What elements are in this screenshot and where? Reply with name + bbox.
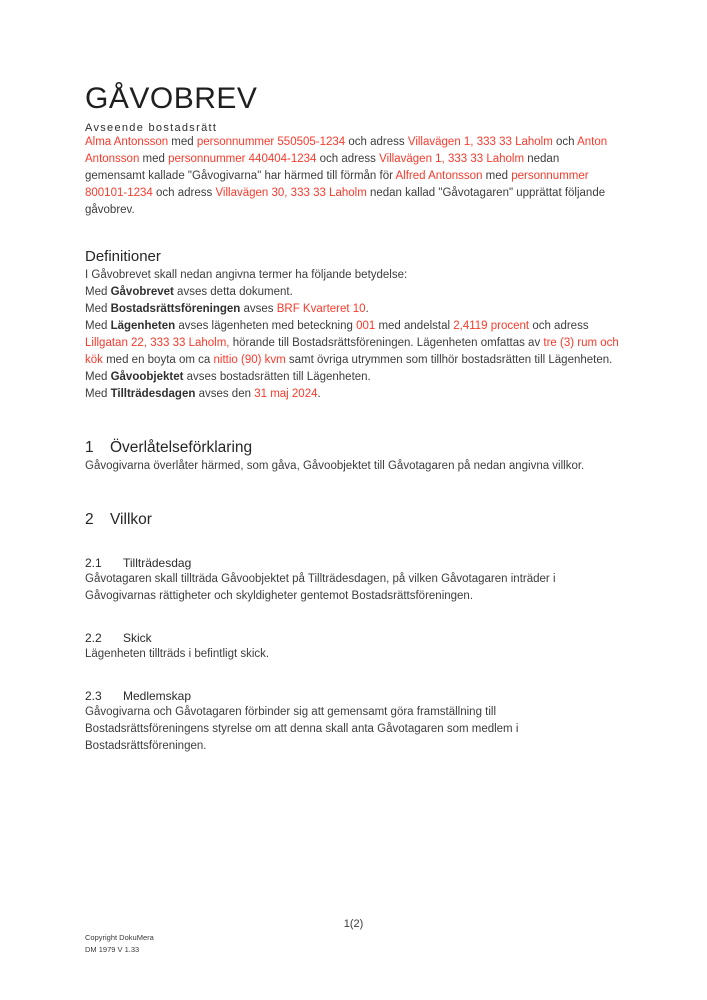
fill-in-value: personnummer 550505-1234 <box>196 136 346 148</box>
fill-in-value: tre (3) rum och kök <box>85 337 619 366</box>
definitions-list <box>85 284 620 403</box>
subsection-number: 2.2 <box>85 631 102 645</box>
text-run: och adress <box>316 153 380 165</box>
fill-in-value: BRF Kvarteret 10 <box>276 303 366 315</box>
text-run: Med <box>85 286 111 298</box>
definition-item <box>85 386 620 403</box>
fill-in-value: Alma Antonsson <box>85 136 169 148</box>
defined-term: Tillträdesdagen <box>110 388 196 400</box>
definition-item <box>85 318 620 369</box>
section-number: 1 <box>85 439 94 456</box>
section-title: Villkor <box>110 511 152 528</box>
subsection-number: 2.1 <box>85 556 102 570</box>
text-run: samt övriga utrymmen som tillhör bostadsrätten till Lägenheten. <box>285 354 613 366</box>
text-run: avses lägenheten med beteckning <box>175 320 357 332</box>
fill-in-value: Villavägen 30, 333 33 Laholm <box>215 187 367 199</box>
text-run: Med <box>85 371 111 383</box>
text-run: hörande till Bostadsrättsföreningen. Lägenheten omfattas av <box>229 337 544 349</box>
fill-in-value: personnummer 800101-1234 <box>85 170 589 199</box>
intro-paragraph <box>85 134 620 219</box>
fill-in-value: Alfred Antonsson <box>395 170 483 182</box>
text-run: med en boyta om ca <box>102 354 214 366</box>
fill-in-value: Villavägen 1, 333 33 Laholm <box>407 136 553 148</box>
text-run: Med <box>85 303 111 315</box>
defined-term: Bostadsrättsföreningen <box>110 303 241 315</box>
text-run: Med <box>85 388 111 400</box>
fill-in-value: 001 <box>356 320 376 332</box>
text-run: med <box>168 136 197 148</box>
section-heading <box>85 437 620 458</box>
text-run: . <box>317 388 321 400</box>
fill-in-value: 2,4119 procent <box>453 320 530 332</box>
text-run: och <box>552 136 578 148</box>
section-heading <box>85 509 620 530</box>
page-number: 1(2) <box>343 918 364 930</box>
subsection-heading <box>85 630 620 646</box>
defined-term: Gåvobrevet <box>110 286 174 298</box>
text-run: nedan gemensamt kallade "Gåvogivarna" har härmed till förmån för <box>85 153 560 182</box>
text-run: avses den <box>195 388 255 400</box>
text-run: och adress <box>345 136 408 148</box>
text-run: med andelstal <box>375 320 454 332</box>
defined-term: Gåvoobjektet <box>110 371 184 383</box>
fill-in-value: 31 maj 2024 <box>254 388 318 400</box>
fill-in-value: Lillgatan 22, 333 33 Laholm, <box>85 337 230 349</box>
definition-item <box>85 301 620 318</box>
fill-in-value: Anton Antonsson <box>85 136 608 165</box>
subsection-title: Tillträdesdag <box>123 556 192 570</box>
fill-in-value: personnummer 440404-1234 <box>168 153 317 165</box>
footer-copyright <box>85 932 154 956</box>
fill-in-value: nittio (90) kvm <box>213 354 286 366</box>
document-title: GÅVOBREV <box>85 82 258 115</box>
text-run: med <box>482 170 512 182</box>
defined-term: Lägenheten <box>110 320 176 332</box>
definitions-lead: I Gåvobrevet skall nedan angivna termer ha följande betydelse: <box>85 269 408 281</box>
subsection-paragraph: Gåvogivarna och Gåvotagaren förbinder sig att gemensamt göra framställning till Bostadsrättsföreningens styrelse om att denna skall anta Gåvotagaren som medlem i Bostadsrättsföreningen. <box>85 706 519 752</box>
text-run: Med <box>85 320 111 332</box>
text-run: avses <box>240 303 277 315</box>
subsection-heading <box>85 555 620 571</box>
text-run: med <box>139 153 169 165</box>
document-subtitle: Avseende bostadsrätt <box>85 122 218 134</box>
text-run: . <box>365 303 369 315</box>
section-paragraph: Gåvogivarna överlåter härmed, som gåva, Gåvoobjektet till Gåvotagaren på nedan angivna villkor. <box>85 460 585 472</box>
text-run: och adress <box>152 187 216 199</box>
section-number: 2 <box>85 511 94 528</box>
sections-container <box>85 437 620 755</box>
text-run: avses detta dokument. <box>173 286 293 298</box>
subsection-number: 2.3 <box>85 689 102 703</box>
section-title: Överlåtelseförklaring <box>110 439 253 456</box>
text-run: och adress <box>529 320 589 332</box>
text-run: nedan kallad "Gåvotagaren" upprättat följande gåvobrev. <box>85 187 606 216</box>
text-run: avses bostadsrätten till Lägenheten. <box>183 371 371 383</box>
subsection-paragraph: Gåvotagaren skall tillträda Gåvoobjektet på Tillträdesdagen, på vilken Gåvotagaren inträder i Gåvogivarnas rättigheter och skyldigheter gentemot Bostadsrättsföreningen. <box>85 573 556 602</box>
definitions-heading: Definitioner <box>85 248 161 265</box>
subsection-title: Skick <box>123 631 152 645</box>
fill-in-value: Villavägen 1, 333 33 Laholm <box>379 153 525 165</box>
version-line: DM 1979 V 1.33 <box>85 945 140 954</box>
subsection-heading <box>85 688 620 704</box>
subsection-title: Medlemskap <box>123 689 192 703</box>
definition-item <box>85 369 620 386</box>
subsection-paragraph: Lägenheten tillträds i befintligt skick. <box>85 648 270 660</box>
definition-item <box>85 284 620 301</box>
copyright-line: Copyright DokuMera <box>85 933 154 942</box>
